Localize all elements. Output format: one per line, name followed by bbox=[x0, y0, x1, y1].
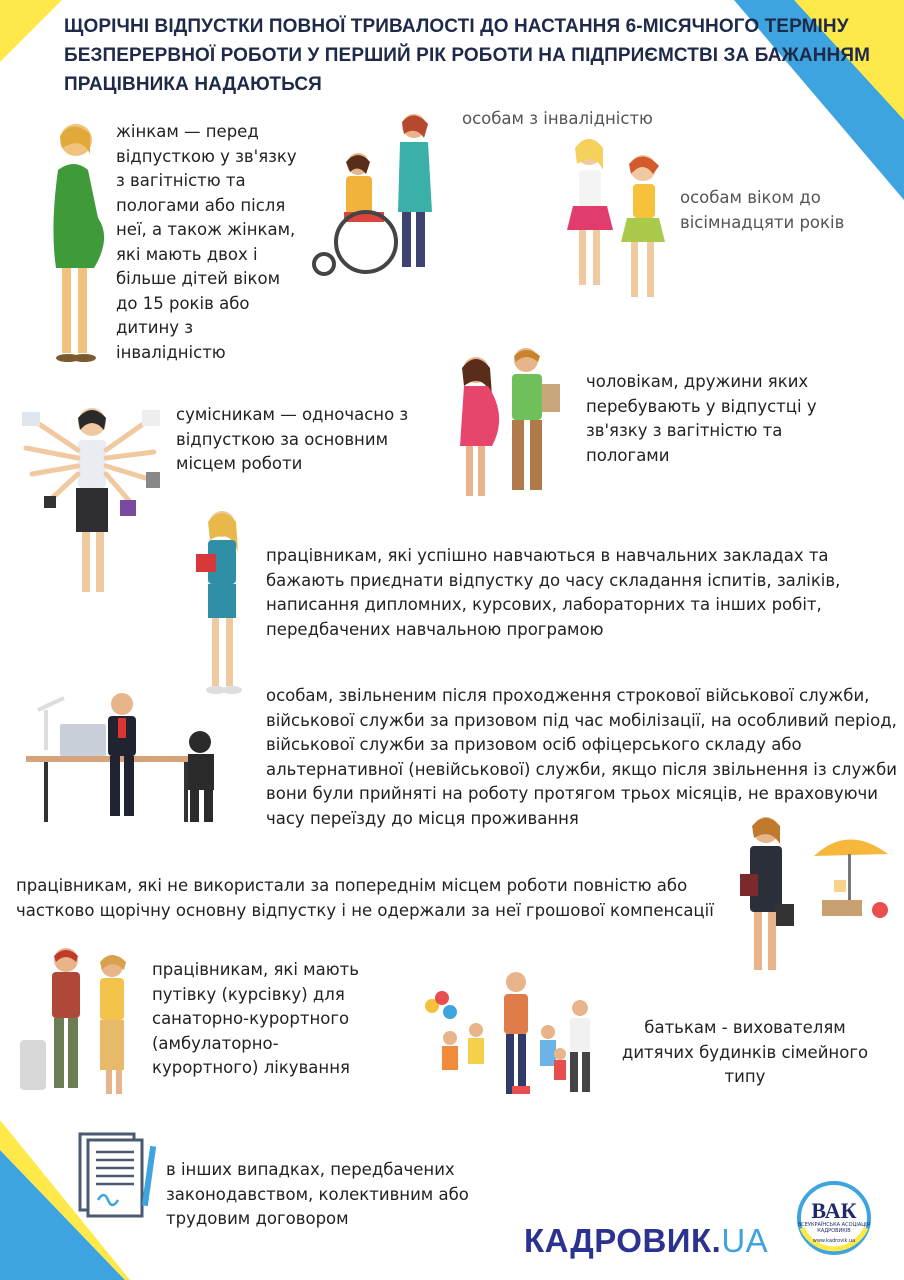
family-homes-text: батькам - вихователям дитячих будинків сімейного типу bbox=[621, 1018, 869, 1086]
previous-job-text: працівникам, які не використали за попереднім місцем роботи повністю або частково щорічну основну відпустку і не одержали за неї грошової компенсації bbox=[16, 876, 714, 920]
office-and-soldier-illustration bbox=[24, 688, 242, 826]
sanatorium-text: працівникам, які мають путівку (курсівку) для санаторно-курортного (амбулаторно-курортного) лікування bbox=[152, 960, 359, 1077]
association-logo bbox=[796, 1180, 872, 1256]
teenagers-illustration bbox=[555, 130, 680, 320]
brand-main: КАДРОВИК. bbox=[524, 1222, 722, 1259]
students-text: працівникам, які успішно навчаються в навчальних закладах та бажають приєднати відпустку до часу складання іспитів, заліків, написання дипломних, курсових, лабораторних та інших робіт, передбачених навчальною програмою bbox=[266, 546, 841, 639]
minors-text: особам віком до вісімнадцяти років bbox=[680, 188, 845, 232]
association-url: www.kadrovik.ua bbox=[812, 1238, 856, 1244]
student-reading-illustration bbox=[190, 504, 255, 699]
brand-suffix: UA bbox=[721, 1222, 769, 1259]
association-abbr: ВАК bbox=[811, 1198, 857, 1223]
travelers-illustration bbox=[14, 944, 134, 1102]
brand-logo bbox=[524, 1222, 768, 1260]
corner-decoration-top-left bbox=[0, 0, 70, 70]
other-text: в інших випадках, передбачених законодавством, колективним або трудовим договором bbox=[166, 1160, 469, 1228]
disabled-text: особам з інвалідністю bbox=[462, 109, 653, 128]
document-icon bbox=[74, 1130, 164, 1222]
multitasking-woman-illustration bbox=[14, 400, 169, 605]
military-text: особам, звільненим після проходження строкової військової служби, військової служби за призовом під час мобілізації, на особливий період, військової служби за призовом осіб офіцерського складу або альтернативної (невійськової) служби, якщо після звільнення із служби вони були прийняті на роботу протягом трьох місяців, не враховуючи часу переїзду до місця проживання bbox=[266, 686, 897, 828]
page-title: ЩОРІЧНІ ВІДПУСТКИ ПОВНОЇ ТРИВАЛОСТІ ДО НАСТАННЯ 6-МІСЯЧНОГО ТЕРМІНУ БЕЗПЕРЕРВНОЇ РОБОТИ У ПЕРШИЙ РІК РОБОТИ НА ПІДПРИЄМСТВІ ЗА БАЖАННЯМ ПРАЦІВНИКА НАДАЮТЬСЯ bbox=[64, 16, 871, 95]
husbands-text: чоловікам, дружини яких перебувають у відпустці у зв'язку з вагітністю та пологами bbox=[586, 372, 817, 465]
association-name: ВСЕУКРАЇНСЬКА АСОЦІАЦІЯ КАДРОВИКІВ bbox=[797, 1222, 871, 1234]
vacation-illustration bbox=[730, 808, 895, 976]
pregnant-woman-illustration bbox=[28, 118, 113, 373]
expecting-couple-illustration bbox=[446, 346, 571, 506]
family-illustration bbox=[420, 968, 595, 1113]
women-text: жінкам — перед відпусткою у зв'язку з вагітністю та пологами або після неї, а також жінкам, які мають двох і більше дітей віком до 15 років або дитину з інвалідністю bbox=[116, 122, 297, 362]
part-time-text: сумісникам — одночасно з відпусткою за основним місцем роботи bbox=[176, 405, 409, 473]
wheelchair-illustration bbox=[306, 112, 446, 282]
